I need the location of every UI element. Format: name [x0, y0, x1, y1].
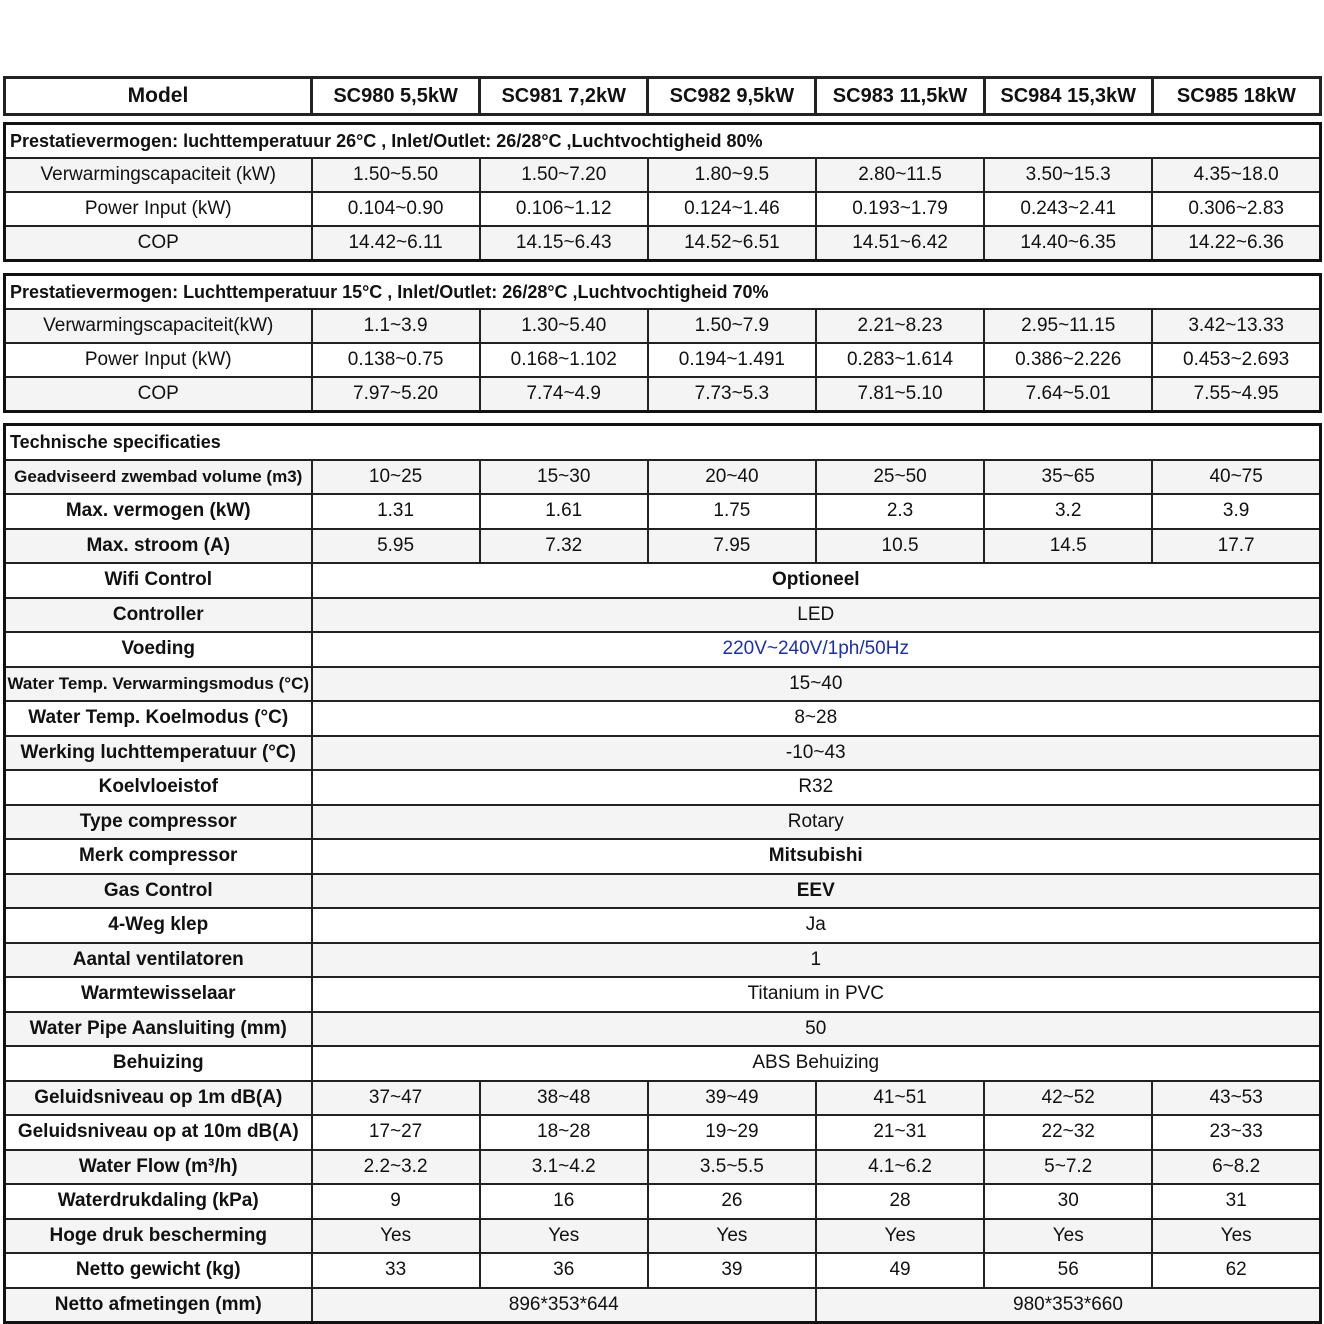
- cell: 0.453~2.693: [1152, 343, 1320, 377]
- cell: 1.80~9.5: [648, 158, 816, 192]
- cell: 7.97~5.20: [312, 377, 480, 412]
- cell: 1.50~7.20: [480, 158, 648, 192]
- table-row: [5, 494, 1321, 529]
- table-row: [5, 1046, 1321, 1081]
- cell: 14.15~6.43: [480, 226, 648, 261]
- cell: 8~28: [312, 701, 1321, 736]
- performance-15c-table: [3, 273, 1322, 413]
- cell: 35~65: [984, 460, 1152, 495]
- cell: 3.50~15.3: [984, 158, 1152, 192]
- table-row: [5, 377, 1321, 412]
- cell: 2.2~3.2: [312, 1150, 480, 1185]
- cell: Yes: [1152, 1219, 1320, 1254]
- table-row: [5, 598, 1321, 633]
- cell: 1.30~5.40: [480, 309, 648, 343]
- cell: 896*353*644: [312, 1288, 816, 1323]
- row-label: Controller: [5, 598, 312, 633]
- row-label: Max. vermogen (kW): [5, 494, 312, 529]
- cell: 7.74~4.9: [480, 377, 648, 412]
- cell: 7.95: [648, 529, 816, 564]
- row-label: Geluidsniveau op 1m dB(A): [5, 1081, 312, 1116]
- table-row: [5, 1288, 1321, 1323]
- row-label: Behuizing: [5, 1046, 312, 1081]
- table-row: [5, 1219, 1321, 1254]
- table-row: [5, 701, 1321, 736]
- cell: 62: [1152, 1253, 1320, 1288]
- cell: 0.193~1.79: [816, 192, 984, 226]
- row-label: Aantal ventilatoren: [5, 943, 312, 978]
- cell: 49: [816, 1253, 984, 1288]
- row-label: Verwarmingscapaciteit (kW): [5, 158, 312, 192]
- cell: 14.40~6.35: [984, 226, 1152, 261]
- model-name: SC981 7,2kW: [480, 78, 648, 115]
- cell: 14.22~6.36: [1152, 226, 1320, 261]
- table-row: [5, 632, 1321, 667]
- cell: 23~33: [1152, 1115, 1320, 1150]
- table-row: [5, 1012, 1321, 1047]
- table-row: [5, 839, 1321, 874]
- cell: 7.64~5.01: [984, 377, 1152, 412]
- cell: 0.124~1.46: [648, 192, 816, 226]
- table-row: [5, 736, 1321, 771]
- cell: 38~48: [480, 1081, 648, 1116]
- cell: 3.2: [984, 494, 1152, 529]
- table-row: [5, 943, 1321, 978]
- row-label: Geadviseerd zwembad volume (m3): [5, 460, 312, 495]
- cell: 43~53: [1152, 1081, 1320, 1116]
- row-label: Max. stroom (A): [5, 529, 312, 564]
- cell: R32: [312, 770, 1321, 805]
- cell: 21~31: [816, 1115, 984, 1150]
- cell: 1.31: [312, 494, 480, 529]
- row-label: Koelvloeistof: [5, 770, 312, 805]
- cell: 10~25: [312, 460, 480, 495]
- row-label: Voeding: [5, 632, 312, 667]
- cell: 28: [816, 1184, 984, 1219]
- cell: 17.7: [1152, 529, 1320, 564]
- cell: Yes: [984, 1219, 1152, 1254]
- cell: Yes: [480, 1219, 648, 1254]
- table-row: [5, 1150, 1321, 1185]
- row-label: Verwarmingscapaciteit(kW): [5, 309, 312, 343]
- cell: 17~27: [312, 1115, 480, 1150]
- cell: 39~49: [648, 1081, 816, 1116]
- cell: 33: [312, 1253, 480, 1288]
- section-title: Prestatievermogen: luchttemperatuur 26°C , Inlet/Outlet: 26/28°C ,Luchtvochtigheid 80%: [5, 124, 1321, 159]
- row-label: Hoge druk bescherming: [5, 1219, 312, 1254]
- cell: 16: [480, 1184, 648, 1219]
- table-row: [5, 460, 1321, 495]
- table-row: [5, 874, 1321, 909]
- cell: Yes: [816, 1219, 984, 1254]
- cell: 40~75: [1152, 460, 1320, 495]
- cell: Yes: [648, 1219, 816, 1254]
- cell: 220V~240V/1ph/50Hz: [312, 632, 1321, 667]
- cell: 0.306~2.83: [1152, 192, 1320, 226]
- cell: 41~51: [816, 1081, 984, 1116]
- cell: 1.75: [648, 494, 816, 529]
- cell: 39: [648, 1253, 816, 1288]
- cell: 0.104~0.90: [312, 192, 480, 226]
- table-row: [5, 805, 1321, 840]
- cell: 37~47: [312, 1081, 480, 1116]
- cell: 0.283~1.614: [816, 343, 984, 377]
- cell: -10~43: [312, 736, 1321, 771]
- cell: 5~7.2: [984, 1150, 1152, 1185]
- table-row: [5, 1184, 1321, 1219]
- cell: Mitsubishi: [312, 839, 1321, 874]
- model-name: SC980 5,5kW: [312, 78, 480, 115]
- row-label: Netto gewicht (kg): [5, 1253, 312, 1288]
- row-label: Water Pipe Aansluiting (mm): [5, 1012, 312, 1047]
- cell: 1.61: [480, 494, 648, 529]
- cell: Optioneel: [312, 563, 1321, 598]
- table-row: [5, 977, 1321, 1012]
- cell: 3.42~13.33: [1152, 309, 1320, 343]
- cell: 2.80~11.5: [816, 158, 984, 192]
- row-label: Waterdrukdaling (kPa): [5, 1184, 312, 1219]
- cell: 6~8.2: [1152, 1150, 1320, 1185]
- cell: 0.194~1.491: [648, 343, 816, 377]
- cell: 1.1~3.9: [312, 309, 480, 343]
- cell: 50: [312, 1012, 1321, 1047]
- cell: 0.138~0.75: [312, 343, 480, 377]
- table-row: [5, 226, 1321, 261]
- table-row: [5, 908, 1321, 943]
- row-label: Netto afmetingen (mm): [5, 1288, 312, 1323]
- row-label: Gas Control: [5, 874, 312, 909]
- table-row: [5, 158, 1321, 192]
- cell: LED: [312, 598, 1321, 633]
- model-header-table: [3, 76, 1322, 116]
- cell: 22~32: [984, 1115, 1152, 1150]
- cell: EEV: [312, 874, 1321, 909]
- cell: 0.106~1.12: [480, 192, 648, 226]
- row-label: Power Input (kW): [5, 343, 312, 377]
- cell: 26: [648, 1184, 816, 1219]
- cell: Titanium in PVC: [312, 977, 1321, 1012]
- cell: 5.95: [312, 529, 480, 564]
- model-name: SC982 9,5kW: [648, 78, 816, 115]
- model-name: SC985 18kW: [1152, 78, 1320, 115]
- cell: 30: [984, 1184, 1152, 1219]
- cell: 4.1~6.2: [816, 1150, 984, 1185]
- row-label: Water Temp. Verwarmingsmodus (°C): [5, 667, 312, 702]
- table-row: [5, 343, 1321, 377]
- cell: 14.52~6.51: [648, 226, 816, 261]
- technical-specs-table: [3, 423, 1322, 1324]
- cell: 20~40: [648, 460, 816, 495]
- cell: 15~30: [480, 460, 648, 495]
- cell: 1.50~5.50: [312, 158, 480, 192]
- row-label: COP: [5, 377, 312, 412]
- cell: 19~29: [648, 1115, 816, 1150]
- model-label: Model: [5, 78, 312, 115]
- table-row: [5, 1081, 1321, 1116]
- cell: 0.168~1.102: [480, 343, 648, 377]
- row-label: Geluidsniveau op at 10m dB(A): [5, 1115, 312, 1150]
- cell: 4.35~18.0: [1152, 158, 1320, 192]
- row-label: Merk compressor: [5, 839, 312, 874]
- cell: Yes: [312, 1219, 480, 1254]
- cell: ABS Behuizing: [312, 1046, 1321, 1081]
- row-label: 4-Weg klep: [5, 908, 312, 943]
- table-row: [5, 529, 1321, 564]
- cell: 2.3: [816, 494, 984, 529]
- cell: Ja: [312, 908, 1321, 943]
- cell: 10.5: [816, 529, 984, 564]
- table-row: [5, 192, 1321, 226]
- cell: 25~50: [816, 460, 984, 495]
- cell: 3.1~4.2: [480, 1150, 648, 1185]
- cell: 9: [312, 1184, 480, 1219]
- row-label: Water Temp. Koelmodus (°C): [5, 701, 312, 736]
- row-label: COP: [5, 226, 312, 261]
- cell: 14.51~6.42: [816, 226, 984, 261]
- cell: 42~52: [984, 1081, 1152, 1116]
- cell: 3.9: [1152, 494, 1320, 529]
- cell: 2.95~11.15: [984, 309, 1152, 343]
- model-name: SC983 11,5kW: [816, 78, 984, 115]
- row-label: Warmtewisselaar: [5, 977, 312, 1012]
- cell: 1: [312, 943, 1321, 978]
- cell: 7.81~5.10: [816, 377, 984, 412]
- cell: 14.42~6.11: [312, 226, 480, 261]
- section-title: Technische specificaties: [5, 425, 1321, 460]
- model-header-row: [5, 78, 1321, 115]
- table-row: [5, 770, 1321, 805]
- table-row: [5, 309, 1321, 343]
- cell: 1.50~7.9: [648, 309, 816, 343]
- cell: 18~28: [480, 1115, 648, 1150]
- table-row: [5, 667, 1321, 702]
- cell: 2.21~8.23: [816, 309, 984, 343]
- table-row: [5, 1253, 1321, 1288]
- cell: 980*353*660: [816, 1288, 1321, 1323]
- cell: 31: [1152, 1184, 1320, 1219]
- section-title: Prestatievermogen: Luchttemperatuur 15°C , Inlet/Outlet: 26/28°C ,Luchtvochtigheid 70%: [5, 275, 1321, 310]
- cell: 7.32: [480, 529, 648, 564]
- cell: 3.5~5.5: [648, 1150, 816, 1185]
- cell: 36: [480, 1253, 648, 1288]
- row-label: Werking luchttemperatuur (°C): [5, 736, 312, 771]
- cell: 14.5: [984, 529, 1152, 564]
- model-name: SC984 15,3kW: [984, 78, 1152, 115]
- table-row: [5, 1115, 1321, 1150]
- cell: Rotary: [312, 805, 1321, 840]
- cell: 7.73~5.3: [648, 377, 816, 412]
- row-label: Type compressor: [5, 805, 312, 840]
- cell: 0.243~2.41: [984, 192, 1152, 226]
- performance-26c-table: [3, 122, 1322, 262]
- cell: 15~40: [312, 667, 1321, 702]
- row-label: Water Flow (m³/h): [5, 1150, 312, 1185]
- table-row: [5, 563, 1321, 598]
- cell: 7.55~4.95: [1152, 377, 1320, 412]
- row-label: Power Input (kW): [5, 192, 312, 226]
- cell: 56: [984, 1253, 1152, 1288]
- cell: 0.386~2.226: [984, 343, 1152, 377]
- row-label: Wifi Control: [5, 563, 312, 598]
